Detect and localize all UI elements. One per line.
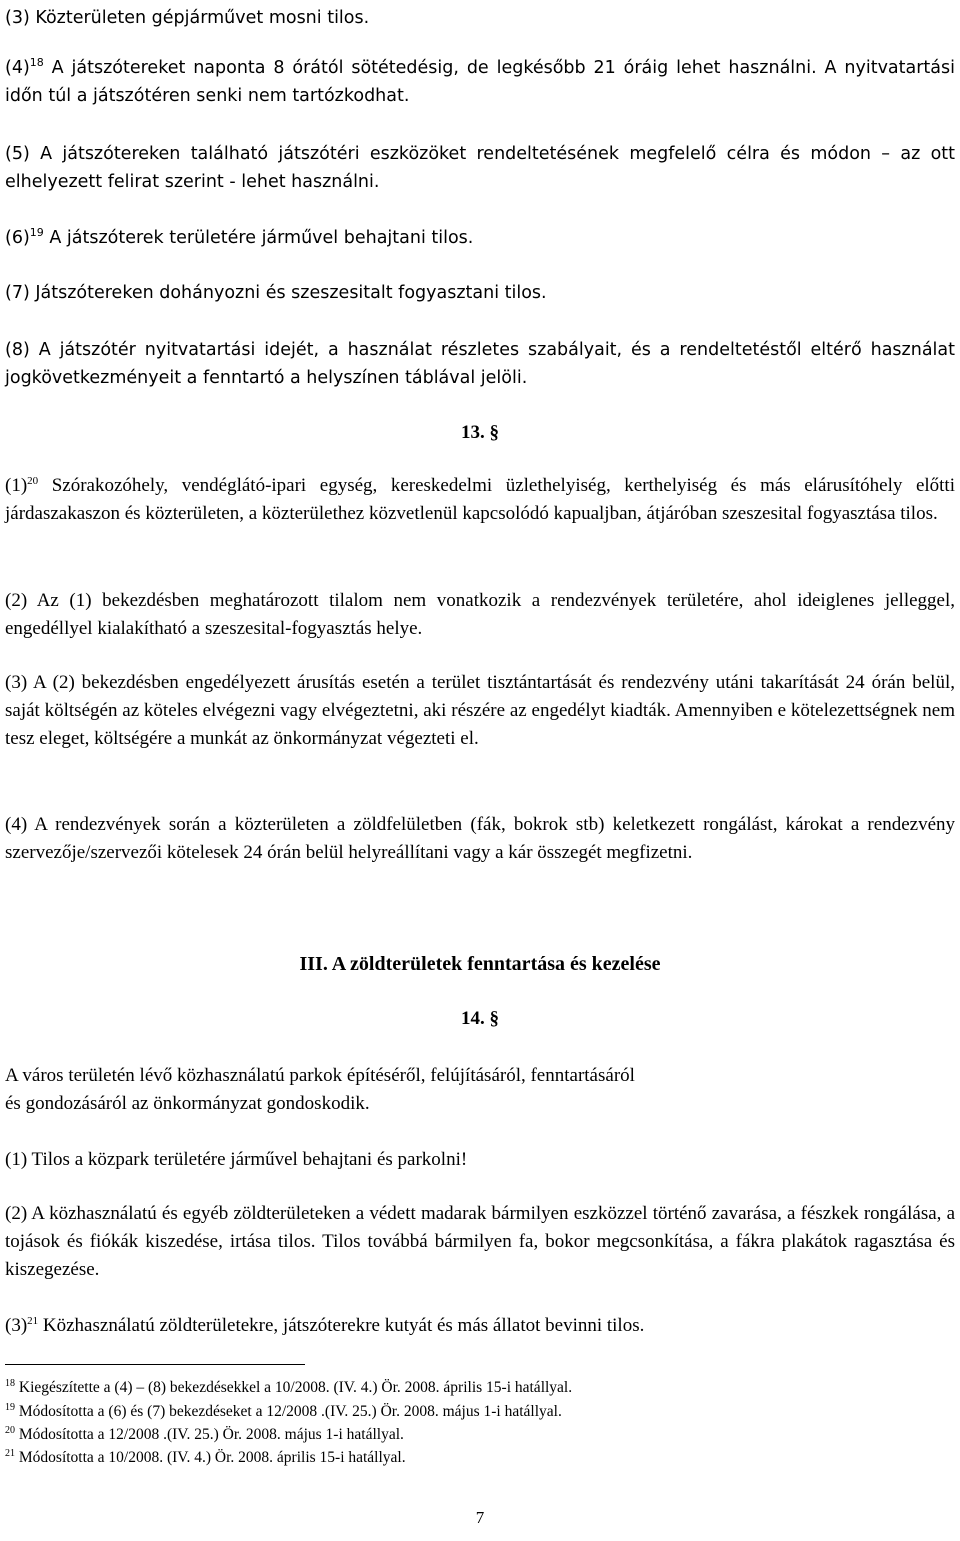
- section-14-intro-line-1: A város területén lévő közhasználatú parkok építéséről, felújításáról, fenntartásáról: [5, 1065, 635, 1086]
- section-13-paragraph-2: (2) Az (1) bekezdésben meghatározott tilalom nem vonatkozik a rendezvények területére, ahol ideiglenes jelleggel, engedéllyel kialakítható a szeszesital-fogyasztás helye.: [5, 590, 955, 639]
- paragraph-3: (3) Közterületen gépjárművet mosni tilos.: [5, 8, 370, 28]
- paragraph-6-text: A játszóterek területére járművel behajtani tilos.: [43, 228, 474, 248]
- footnote-20: [5, 1424, 404, 1446]
- paragraph-5: (5) A játszótereken található játszótéri eszközöket rendeltetésének megfelelő célra és módon – az ott elhelyezett felirat szerint - lehet használni.: [5, 144, 955, 192]
- paragraph-8: (8) A játszótér nyitvatartási idejét, a használat részletes szabályait, és a rendeltetéstől eltérő használat jogkövetkezményeit a fenntartó a helyszínen táblával jelöli.: [5, 340, 955, 388]
- section-13-paragraph-1-text: Szórakozóhely, vendéglátó-ipari egység, kereskedelmi üzlethelyiség, kerthelyiség és más elárusítóhely előtti járdaszakaszon és közterületen, a közterülethez közvetlenül kapcsolódó kapualjban, átjáróban szeszesital fogyasztása tilos.: [5, 475, 955, 524]
- paragraph-6-number: (6): [5, 228, 30, 248]
- footnote-text: Kiegészítette a (4) – (8) bekezdésekkel a 10/2008. (IV. 4.) Ör. 2008. április 15-i hatállyal.: [15, 1379, 573, 1396]
- section-13-paragraph-1-number: (1): [5, 475, 28, 496]
- footnote-number: 18: [5, 1378, 15, 1389]
- section-14-paragraph-3: [5, 1312, 955, 1340]
- section-14-paragraph-3-text: Közhasználatú zöldterületekre, játszóterekre kutyát és más állatot bevinni tilos.: [38, 1315, 645, 1336]
- footnote-21: [5, 1447, 406, 1469]
- page-number: 7: [475, 1508, 485, 1527]
- chapter-3-title: III. A zöldterületek fenntartása és kezelése: [299, 953, 661, 975]
- section-14-intro: [5, 1062, 955, 1118]
- section-14-paragraph-2: (2) A közhasználatú és egyéb zöldterületeken a védett madarak bármilyen eszközzel történő zavarása, a fészkek rongálása, a tojások és fiókák kiszedése, irtása tilos. Tilos továbbá bármilyen fa, bokor megcsonkítása, a fákra plakátok ragasztása és kiszegezése.: [5, 1203, 955, 1280]
- section-13-paragraph-1: [5, 472, 955, 528]
- footnote-separator: [5, 1364, 305, 1365]
- section-14-paragraph-3-number: (3): [5, 1315, 28, 1336]
- footnote-number: 21: [5, 1448, 15, 1459]
- section-13-paragraph-4: (4) A rendezvények során a közterületen a zöldfelületben (fák, bokrok stb) keletkezett rongálást, károkat a rendezvény szervezője/szervezői kötelesek 24 órán belül helyreállítani vagy a kár összegét megfizetni.: [5, 814, 955, 863]
- footnote-ref-18: 18: [29, 56, 44, 69]
- footnote-ref-20: 20: [27, 475, 39, 487]
- paragraph-4-text: A játszótereket naponta 8 órától sötétedésig, de legkésőbb 21 óráig lehet használni. A nyitvatartási időn túl a játszótéren senki nem tartózkodhat.: [5, 58, 955, 106]
- footnote-ref-19: 19: [29, 226, 44, 239]
- footnote-19: [5, 1401, 562, 1423]
- footnote-ref-21: 21: [27, 1315, 39, 1327]
- footnote-number: 19: [5, 1402, 15, 1413]
- footnote-text: Módosította a (6) és (7) bekezdéseket a 12/2008 .(IV. 25.) Ör. 2008. május 1-i hatállyal.: [15, 1403, 562, 1420]
- footnote-text: Módosította a 12/2008 .(IV. 25.) Ör. 2008. május 1-i hatállyal.: [15, 1426, 404, 1443]
- paragraph-4-number: (4): [5, 58, 30, 78]
- section-13-heading: 13. §: [461, 422, 499, 443]
- footnote-number: 20: [5, 1425, 15, 1436]
- paragraph-4: [5, 54, 955, 110]
- section-14-intro-line-2: és gondozásáról az önkormányzat gondoskodik.: [5, 1093, 370, 1114]
- section-13-paragraph-3: (3) A (2) bekezdésben engedélyezett árusítás esetén a terület tisztántartását és rendezvény utáni takarítását 24 órán belül, saját költségén az köteles elvégezni vagy elvégeztetni, aki részére az engedélyt kiadták. Amennyiben e kötelezettségnek nem tesz eleget, költségére a munkát az önkormányzat végezteti el.: [5, 672, 955, 749]
- footnote-text: Módosította a 10/2008. (IV. 4.) Ör. 2008. április 15-i hatállyal.: [15, 1449, 406, 1466]
- section-14-paragraph-1: (1) Tilos a közpark területére járművel behajtani és parkolni!: [5, 1149, 468, 1170]
- section-14-heading: 14. §: [461, 1008, 499, 1029]
- paragraph-7: (7) Játszótereken dohányozni és szeszesitalt fogyasztani tilos.: [5, 283, 547, 303]
- footnote-18: [5, 1377, 572, 1399]
- paragraph-6: [5, 224, 955, 252]
